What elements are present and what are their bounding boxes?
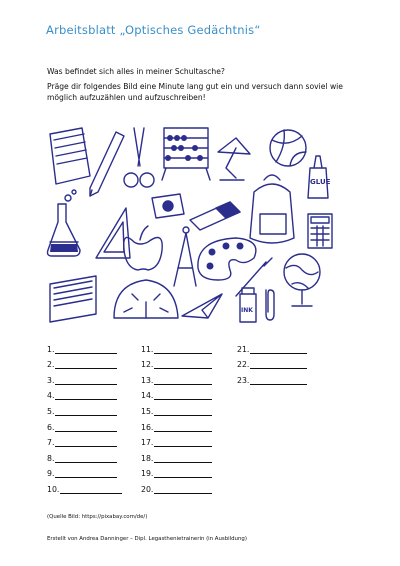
scissors-icon (124, 128, 154, 187)
answer-number: 23. (237, 375, 250, 385)
answer-blank[interactable] (55, 423, 117, 432)
answer-number: 16. (141, 422, 154, 432)
answer-line[interactable] (47, 369, 122, 385)
protractor-icon (114, 280, 178, 318)
answer-line[interactable] (237, 369, 307, 385)
answer-number: 3. (47, 375, 55, 385)
answer-line[interactable] (47, 447, 122, 463)
answer-number: 18. (141, 453, 154, 463)
answer-line[interactable] (47, 478, 122, 494)
answer-line[interactable] (141, 400, 212, 416)
answer-line[interactable] (141, 369, 212, 385)
answer-column-3 (237, 338, 307, 385)
abacus-icon (162, 128, 210, 180)
school-supplies-illustration (40, 118, 340, 324)
backpack-icon (250, 175, 294, 243)
worksheet-title: Arbeitsblatt „Optisches Gedächtnis“ (46, 23, 261, 37)
answer-number: 9. (47, 469, 55, 479)
sharpener-icon (152, 194, 184, 218)
book-icon (50, 276, 96, 322)
answer-blank[interactable] (55, 407, 117, 416)
flask-icon (48, 190, 81, 256)
answer-line[interactable] (141, 416, 212, 432)
answer-number: 1. (47, 344, 55, 354)
answer-blank[interactable] (55, 469, 117, 478)
answer-blank[interactable] (250, 376, 307, 385)
notebook-icon (50, 128, 90, 184)
answer-line[interactable] (141, 447, 212, 463)
desk-lamp-icon (218, 138, 250, 180)
answer-number: 14. (141, 391, 154, 401)
globe-icon (284, 254, 320, 306)
answer-line[interactable] (47, 400, 122, 416)
answer-column-2 (141, 338, 212, 494)
answer-blank[interactable] (154, 376, 212, 385)
answer-number: 7. (47, 438, 55, 448)
answer-number: 5. (47, 406, 55, 416)
question-text: Was befindet sich alles in meiner Schultasche? (47, 67, 225, 76)
answer-line[interactable] (237, 338, 307, 354)
answer-blank[interactable] (154, 345, 212, 354)
answer-number: 4. (47, 391, 55, 401)
glue-bottle-icon (308, 156, 331, 198)
answer-number: 2. (47, 360, 55, 370)
answer-blank[interactable] (55, 438, 117, 447)
answer-line[interactable] (47, 432, 122, 448)
answer-blank[interactable] (55, 391, 117, 400)
image-source-note: (Quelle Bild: https://pixabay.com/de/) (47, 514, 148, 520)
answer-line[interactable] (47, 338, 122, 354)
answer-blank[interactable] (55, 454, 117, 463)
answer-number: 20. (141, 484, 154, 494)
answer-blank[interactable] (154, 391, 212, 400)
answer-line[interactable] (47, 354, 122, 370)
answer-blank[interactable] (154, 454, 212, 463)
compass-icon (174, 227, 196, 286)
answer-blank[interactable] (250, 345, 307, 354)
ink-label: INK (241, 307, 253, 314)
answer-blank[interactable] (60, 485, 122, 494)
paperclip-icon (266, 290, 274, 320)
calculator-icon (308, 214, 332, 248)
eraser-icon (190, 202, 240, 230)
answer-number: 12. (141, 360, 154, 370)
answer-number: 6. (47, 422, 55, 432)
answer-number: 13. (141, 375, 154, 385)
answer-line[interactable] (47, 416, 122, 432)
answer-blank[interactable] (154, 423, 212, 432)
answer-column-1 (47, 338, 122, 494)
ink-bottle-icon (240, 288, 256, 322)
answer-line[interactable] (141, 432, 212, 448)
answer-line[interactable] (141, 338, 212, 354)
answer-blank[interactable] (55, 360, 117, 369)
answer-line[interactable] (141, 354, 212, 370)
answer-blank[interactable] (154, 438, 212, 447)
paint-palette-icon (198, 238, 256, 280)
answer-blank[interactable] (154, 407, 212, 416)
author-credit: Erstellt von Andrea Danninger – Dipl. Legasthenietrainerin (in Ausbildung) (47, 536, 247, 542)
answer-number: 17. (141, 438, 154, 448)
answer-line[interactable] (141, 463, 212, 479)
answer-number: 8. (47, 453, 55, 463)
answer-blank[interactable] (154, 485, 212, 494)
pencil-icon (90, 132, 124, 196)
answer-blank[interactable] (154, 360, 212, 369)
glue-label: GLUE (310, 178, 331, 186)
answer-line[interactable] (47, 463, 122, 479)
answer-line[interactable] (141, 385, 212, 401)
answer-line[interactable] (141, 478, 212, 494)
answer-number: 10. (47, 484, 60, 494)
answer-blank[interactable] (55, 376, 117, 385)
answer-number: 19. (141, 469, 154, 479)
paper-plane-icon (182, 294, 222, 318)
answer-blank[interactable] (154, 469, 212, 478)
answer-number: 11. (141, 344, 154, 354)
answer-blank[interactable] (55, 345, 117, 354)
instruction-text: Präge dir folgendes Bild eine Minute lang gut ein und versuch dann soviel wie möglich aufzuzählen und aufzuschreiben! (47, 82, 343, 102)
answer-line[interactable] (237, 354, 307, 370)
answer-number: 15. (141, 406, 154, 416)
set-square-icon (96, 208, 130, 258)
answer-line[interactable] (47, 385, 122, 401)
answer-number: 22. (237, 360, 250, 370)
answer-number: 21. (237, 344, 250, 354)
answer-blank[interactable] (250, 360, 307, 369)
volleyball-icon (270, 130, 306, 166)
